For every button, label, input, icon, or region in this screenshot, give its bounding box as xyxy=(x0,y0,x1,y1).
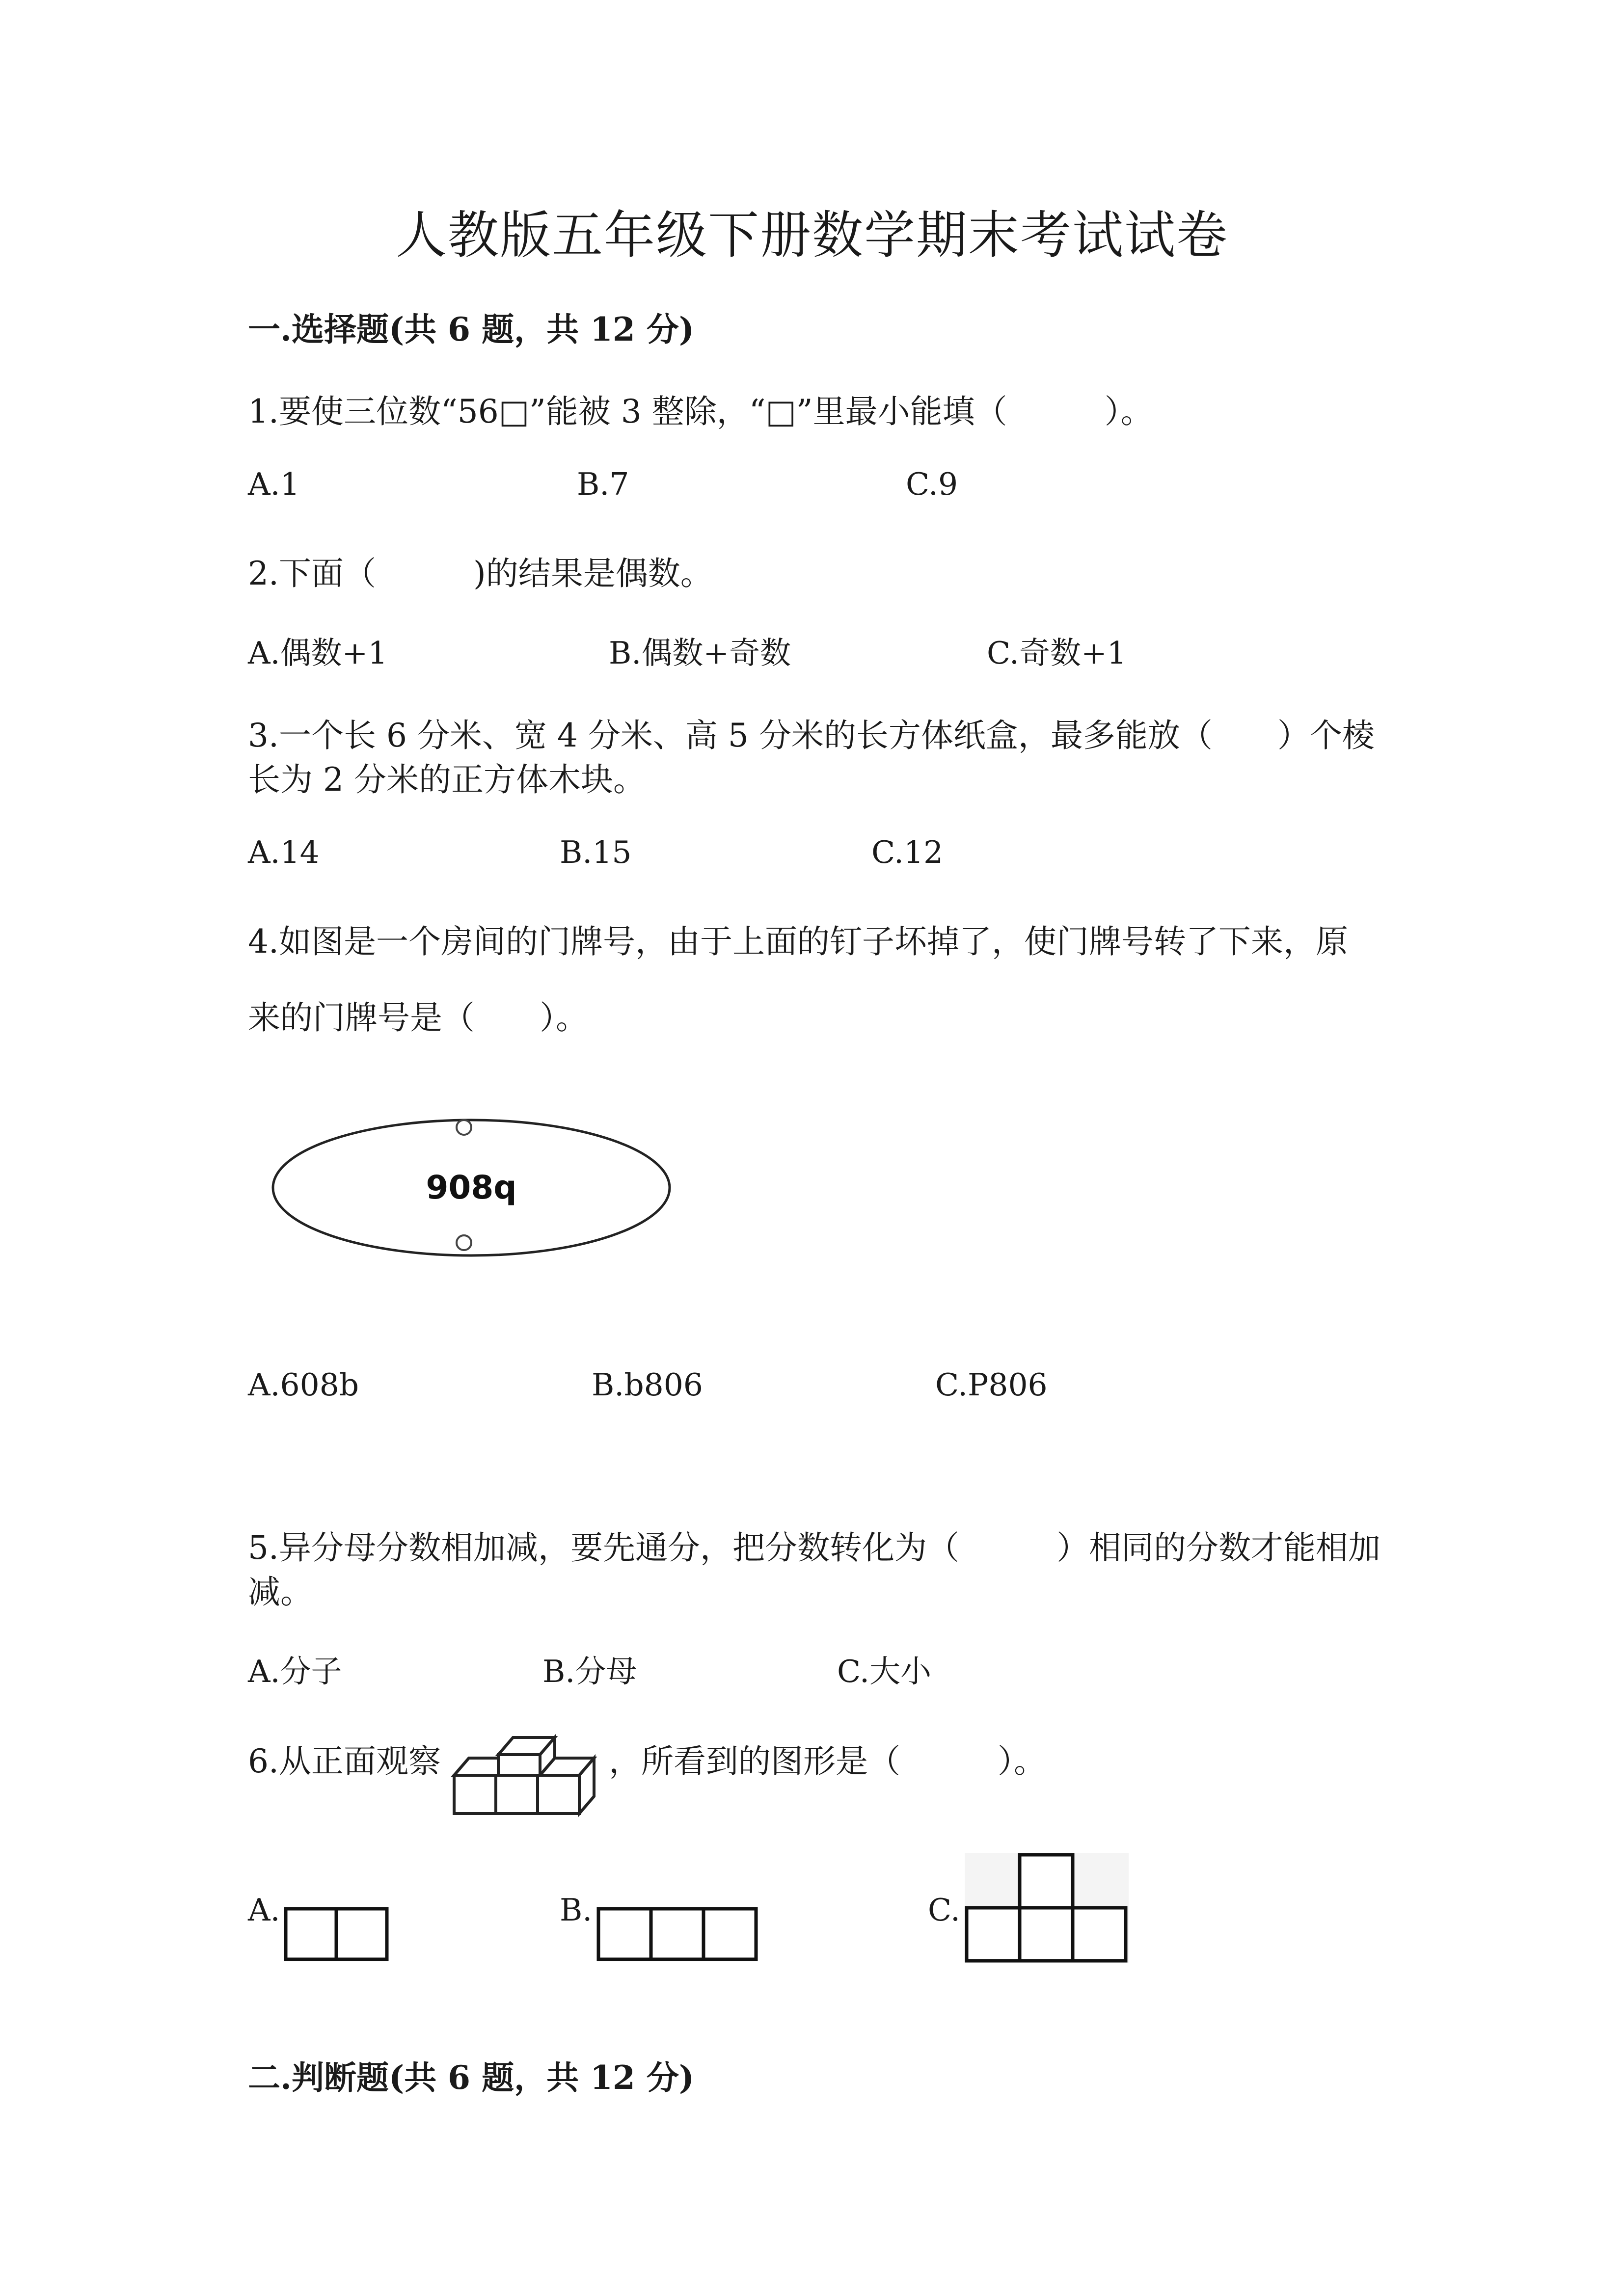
bottom-cube-1 xyxy=(454,1775,496,1814)
q6-option-a-figure xyxy=(284,1907,389,1963)
q1-option-c: C.9 xyxy=(906,466,958,502)
top-cube-front-face xyxy=(498,1755,540,1775)
q6-option-b-label: B. xyxy=(560,1892,593,1928)
question-4-stem-line-1: 4.如图是一个房间的门牌号，由于上面的钉子坏掉了，使门牌号转了下来，原 xyxy=(248,923,1348,961)
q4-option-b: B.b806 xyxy=(592,1367,703,1403)
question-2-stem: 2.下面（ )的结果是偶数。 xyxy=(248,555,713,592)
q6-option-a-label: A. xyxy=(248,1892,280,1928)
q5-option-c: C.大小 xyxy=(837,1654,931,1689)
question-3-stem-line-2: 长为 2 分米的正方体木块。 xyxy=(248,761,646,799)
question-3-stem-line-1: 3.一个长 6 分米、宽 4 分米、高 5 分米的长方体纸盒，最多能放（ ）个棱 xyxy=(248,717,1375,754)
q1-option-a: A.1 xyxy=(248,466,300,502)
section-heading-judgement: 二.判断题(共 6 题，共 12 分) xyxy=(248,2058,695,2097)
q3-option-a: A.14 xyxy=(248,834,320,870)
q3-option-c: C.12 xyxy=(871,834,944,870)
bottom-cube-3 xyxy=(538,1775,579,1814)
question-6-stem-after: ，所看到的图形是（ ）。 xyxy=(609,1742,1046,1780)
question-5-stem-line-1: 5.异分母分数相加减，要先通分，把分数转化为（ ）相同的分数才能相加 xyxy=(248,1529,1380,1567)
q6-option-c-figure xyxy=(965,1853,1129,1963)
q4-option-a: A.608b xyxy=(248,1367,359,1403)
q6-option-c-label: C. xyxy=(928,1892,960,1928)
door-plate-figure xyxy=(270,1114,673,1261)
bottom-left-top-face xyxy=(454,1758,498,1775)
nail-hole-top xyxy=(457,1120,471,1135)
q2-option-c: C.奇数+1 xyxy=(987,635,1127,671)
door-plate-number: 908q xyxy=(426,1169,517,1206)
q4-option-c: C.P806 xyxy=(935,1367,1048,1403)
nail-hole-bottom xyxy=(457,1235,471,1250)
question-1-stem: 1.要使三位数“56□”能被 3 整除，“□”里最小能填（ ）。 xyxy=(248,393,1153,430)
question-4-stem-line-2: 来的门牌号是（ ）。 xyxy=(248,999,588,1037)
q1-option-b: B.7 xyxy=(577,466,629,502)
cube-stack-figure xyxy=(444,1723,601,1809)
q2-option-a: A.偶数+1 xyxy=(248,635,388,671)
question-5-stem-line-2: 减。 xyxy=(248,1573,313,1611)
section-heading-choice: 一.选择题(共 6 题，共 12 分) xyxy=(248,310,695,348)
bottom-cube-2 xyxy=(496,1775,538,1814)
q5-option-b: B.分母 xyxy=(542,1654,637,1689)
q5-option-a: A.分子 xyxy=(248,1654,342,1689)
question-6-stem-before: 6.从正面观察 xyxy=(248,1742,441,1780)
q3-option-b: B.15 xyxy=(560,834,632,870)
page-title: 人教版五年级下册数学期末考试试卷 xyxy=(395,205,1228,265)
q6-option-b-figure xyxy=(596,1907,758,1963)
q2-option-b: B.偶数+奇数 xyxy=(609,635,791,671)
